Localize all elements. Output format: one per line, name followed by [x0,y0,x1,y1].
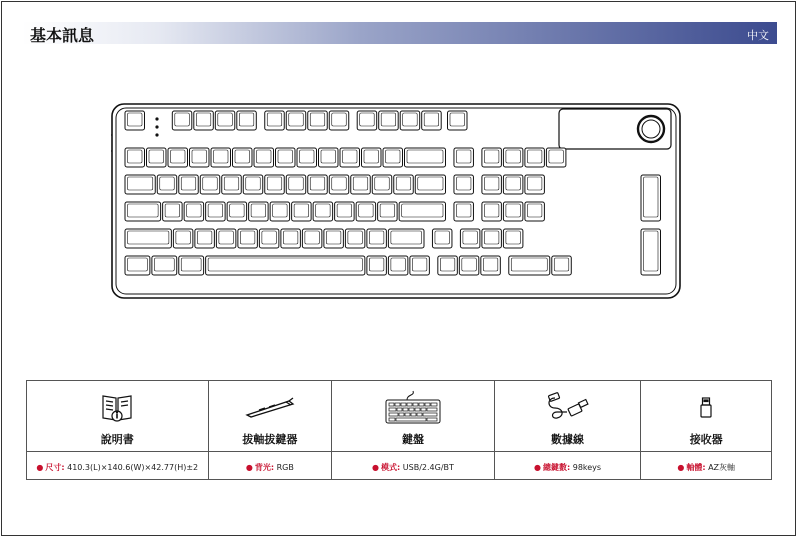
keycap-top [407,150,443,163]
keycap-top [462,258,477,271]
keycap-top [224,177,239,190]
keycap-top [402,204,443,217]
keycap-top [283,231,298,244]
keycap-top [289,177,304,190]
keycap-top [181,258,201,271]
keycap-top [240,231,255,244]
language-label: 中文 [747,29,769,42]
keycap-top [375,177,390,190]
keycap-top [154,258,174,271]
keycap-top [128,150,143,163]
keycap-top [418,177,443,190]
section-header [22,22,777,44]
keycap-top [506,150,521,163]
spec-value: RGB [276,462,294,472]
keycap-top [128,258,148,271]
keycap-top [412,258,427,271]
spec-dimensions: ● 尺寸: 410.3(L)×140.6(W)×42.77(H)±2 [27,451,208,482]
keycap-top [246,177,261,190]
spec-backlight: ● 背光: RGB [209,451,332,482]
keycap-top [343,150,358,163]
spec-value: AZ灰軸 [708,462,736,472]
keycap-top [511,258,547,271]
keycap-top [644,231,659,271]
keycap-top [360,113,375,126]
keycap-top [326,231,341,244]
keycap-top [128,204,159,217]
usb-cable-icon [495,387,641,427]
keycap-top [386,150,401,163]
keycap-top [484,231,499,244]
spec-label: 軸體: [686,462,706,472]
keycap-top [527,150,542,163]
keycap-top [128,177,153,190]
item-puller [209,381,333,479]
item-name: 拔軸拔鍵器 [242,433,298,446]
item-name: 鍵盤 [401,433,424,446]
keycap-top [267,177,282,190]
spec-label: 模式: [381,462,401,472]
keycap-top [196,113,211,126]
keycap-top [527,177,542,190]
keycap-top [484,150,499,163]
keycap-top [192,150,207,163]
spec-switch-type: ● 軸體: AZ灰軸 [641,451,771,482]
keycap-top [149,150,164,163]
keycap-top [483,258,498,271]
keycap-top [310,177,325,190]
keycap-top [262,231,277,244]
item-name: 數據線 [551,433,585,446]
keycap-top [187,204,202,217]
keycap-top [463,231,478,244]
item-name: 說明書 [100,433,134,446]
spec-label: 尺寸: [45,462,65,472]
keycap-top [321,150,336,163]
keycap-top [160,177,175,190]
spec-value: 98keys [572,462,602,472]
usb-receiver-icon [641,387,771,427]
keycap-top [208,258,362,271]
keycap-top [554,258,569,271]
keycap-top [273,204,288,217]
keycap-top [364,150,379,163]
keycap-top [391,231,422,244]
keycap-top [359,204,374,217]
item-name: 接收器 [689,433,723,446]
keycap-top [484,204,499,217]
keycap-top [391,258,406,271]
item-receiver [641,381,771,479]
keycap-top [251,204,266,217]
spec-label: 背光: [254,462,275,472]
package-contents-table [26,380,772,480]
keycap-top [348,231,363,244]
keycap-top [549,150,564,163]
keycap-top [257,150,272,163]
keycap-top [450,113,465,126]
keycap-switch-puller-icon [209,387,332,427]
keycap-top [128,113,143,126]
keycap-top [484,177,499,190]
keycap-top [369,258,384,271]
keycap-top [219,231,234,244]
section-title: 基本訊息 [30,26,95,45]
spec-label: 總鍵數: [542,462,571,472]
keycap-top [440,258,455,271]
keycap-top [203,177,218,190]
keycap-top [197,231,212,244]
keycap-top [176,231,191,244]
keycap-top [289,113,304,126]
keycap-top [424,113,439,126]
keycap-top [165,204,180,217]
keycap-top [337,204,352,217]
manual-book-icon [27,387,208,427]
keycap-top [267,113,282,126]
keycap-top [369,231,384,244]
keycap-top [332,177,347,190]
item-manual [27,381,209,479]
keycap-top [316,204,331,217]
keycap-top [353,177,368,190]
keycap-top [235,150,250,163]
keycap-top [527,204,542,217]
keycap-top [230,204,245,217]
keyboard-diagram [111,103,681,299]
keycap-top [239,113,254,126]
keycap-top [278,150,293,163]
keycap-top [506,231,521,244]
keycap-top [218,113,233,126]
keycap-top [294,204,309,217]
spec-key-count: ● 總鍵數: 98keys [495,451,641,482]
spec-value: USB/2.4G/BT [402,462,454,472]
keycap-top [396,177,411,190]
keycap-top [435,231,450,244]
keycap-top [506,177,521,190]
keycap-top [305,231,320,244]
keyboard-icon [332,387,494,427]
keycap-top [380,204,395,217]
keycap-top [332,113,347,126]
keycap-top [456,204,471,217]
keycap-top [456,177,471,190]
keycap-top [381,113,396,126]
keycap-top [214,150,229,163]
keycap-top [403,113,418,126]
keycap-top [181,177,196,190]
keycap-top [128,231,169,244]
keycap-top [310,113,325,126]
spec-value: 410.3(L)×140.6(W)×42.77(H)±2 [67,462,199,472]
keycap-top [175,113,190,126]
keycap-top [171,150,186,163]
keycap-top [300,150,315,163]
keycap-top [644,177,659,217]
keycap-top [506,204,521,217]
keycap-top [208,204,223,217]
spec-mode: ● 模式: USB/2.4G/BT [332,451,494,482]
keycap-top [456,150,471,163]
item-keyboard [332,381,495,479]
item-cable [495,381,642,479]
